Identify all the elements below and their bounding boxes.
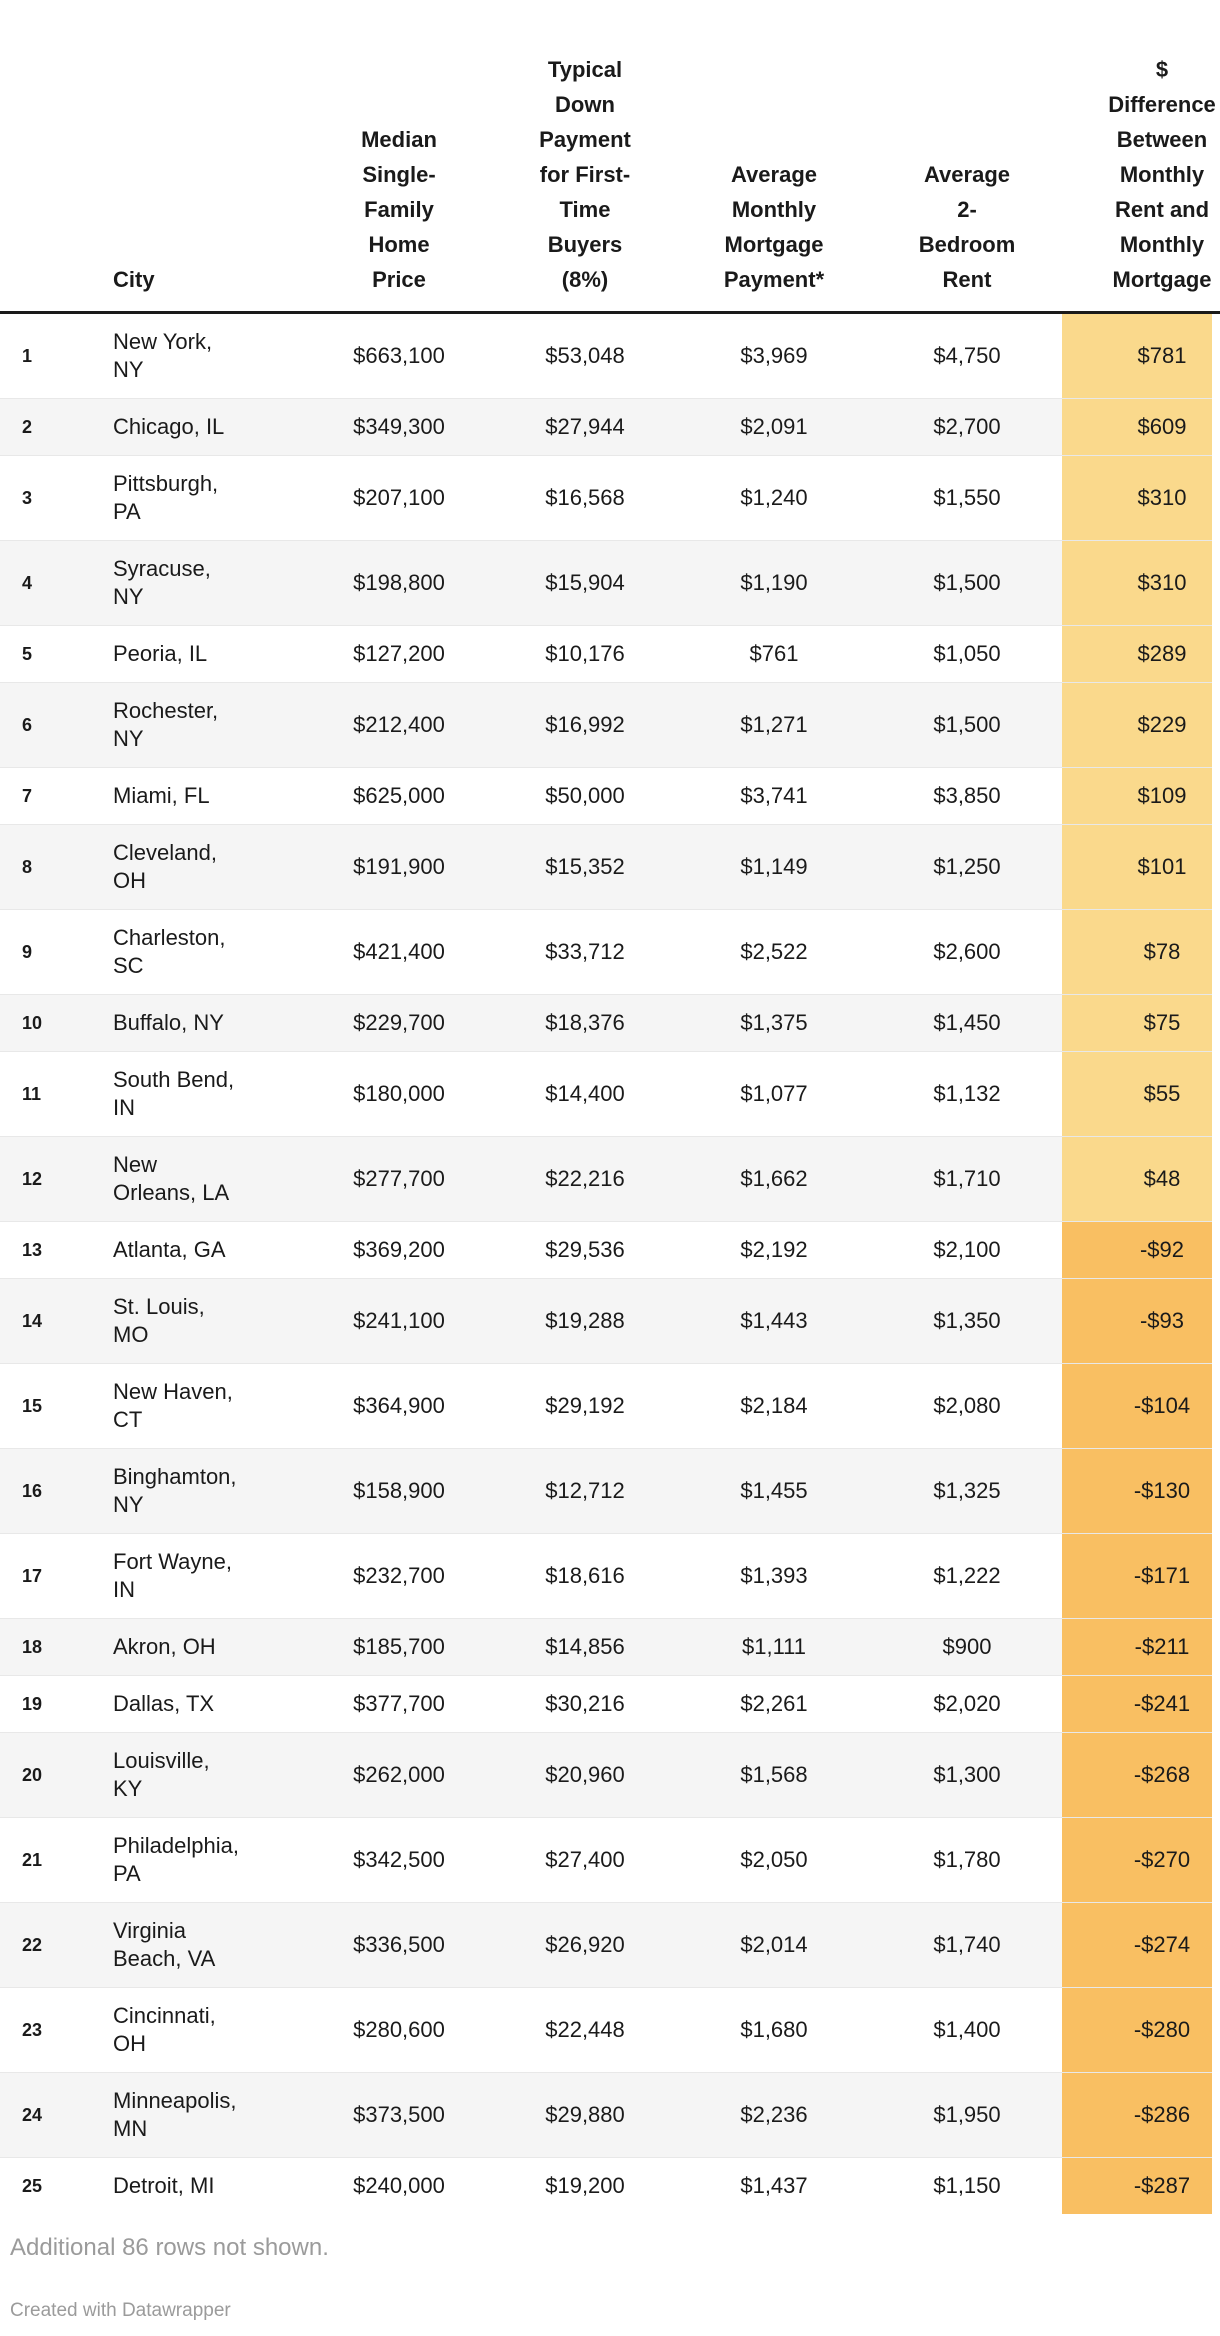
table-row bbox=[0, 768, 1220, 825]
table-row bbox=[0, 626, 1220, 683]
down-cell: $27,944 bbox=[494, 399, 676, 456]
city-cell: Virginia Beach, VA bbox=[90, 1903, 304, 1988]
rank-cell: 10 bbox=[0, 995, 90, 1052]
column-header-rank bbox=[0, 0, 90, 313]
rank-cell: 12 bbox=[0, 1137, 90, 1222]
rent-cell: $1,325 bbox=[872, 1449, 1062, 1534]
rank-cell: 3 bbox=[0, 456, 90, 541]
rent-cell: $2,080 bbox=[872, 1364, 1062, 1449]
city-cell: Chicago, IL bbox=[90, 399, 304, 456]
city-cell: St. Louis, MO bbox=[90, 1279, 304, 1364]
price-cell: $207,100 bbox=[304, 456, 494, 541]
price-cell: $349,300 bbox=[304, 399, 494, 456]
city-cell: Cincinnati, OH bbox=[90, 1988, 304, 2073]
price-cell: $240,000 bbox=[304, 2158, 494, 2215]
price-cell: $127,200 bbox=[304, 626, 494, 683]
city-cell: New York, NY bbox=[113, 329, 213, 382]
diff-cell: -$211 bbox=[1062, 1619, 1220, 1676]
down-cell: $12,712 bbox=[494, 1449, 676, 1534]
table-row bbox=[0, 1988, 1220, 2073]
column-header-mortgage: Average Monthly Mortgage Payment* bbox=[676, 0, 872, 313]
table-row bbox=[0, 1222, 1220, 1279]
city-cell: Pittsburgh, PA bbox=[90, 456, 304, 541]
table-row bbox=[0, 541, 1220, 626]
table-row bbox=[0, 1364, 1220, 1449]
diff-cell: -$287 bbox=[1062, 2158, 1220, 2215]
price-cell: $212,400 bbox=[304, 683, 494, 768]
mortgage-cell: $2,522 bbox=[676, 910, 872, 995]
column-header-diff: $ Difference Between Monthly Rent and Monthly Mortgage bbox=[1062, 0, 1220, 313]
price-cell: $191,900 bbox=[304, 825, 494, 910]
mortgage-cell: $1,240 bbox=[676, 456, 872, 541]
mortgage-cell: $1,149 bbox=[676, 825, 872, 910]
rank-cell: 16 bbox=[0, 1449, 90, 1534]
diff-cell: $78 bbox=[1062, 910, 1220, 995]
city-cell: Fort Wayne, IN bbox=[90, 1534, 304, 1619]
rent-cell: $2,100 bbox=[872, 1222, 1062, 1279]
down-cell: $22,216 bbox=[494, 1137, 676, 1222]
table-row bbox=[0, 1279, 1220, 1364]
table-row bbox=[0, 2158, 1220, 2215]
mortgage-cell: $2,014 bbox=[676, 1903, 872, 1988]
down-cell: $14,400 bbox=[494, 1052, 676, 1137]
rent-cell: $900 bbox=[872, 1619, 1062, 1676]
table-header-row bbox=[0, 0, 1220, 313]
table-row bbox=[0, 1733, 1220, 1818]
rank-cell: 7 bbox=[0, 768, 90, 825]
rent-cell: $1,132 bbox=[872, 1052, 1062, 1137]
rent-cell: $1,450 bbox=[872, 995, 1062, 1052]
down-cell: $29,192 bbox=[494, 1364, 676, 1449]
rank-cell: 1 bbox=[22, 346, 33, 366]
rent-cell: $1,222 bbox=[872, 1534, 1062, 1619]
rank-cell: 9 bbox=[0, 910, 90, 995]
down-cell: $18,376 bbox=[494, 995, 676, 1052]
down-cell: $16,568 bbox=[494, 456, 676, 541]
city-cell: Buffalo, NY bbox=[90, 995, 304, 1052]
column-header-city: City bbox=[90, 0, 304, 313]
down-cell: $19,288 bbox=[494, 1279, 676, 1364]
rank-cell: 14 bbox=[0, 1279, 90, 1364]
price-cell: $421,400 bbox=[304, 910, 494, 995]
price-cell: $336,500 bbox=[304, 1903, 494, 1988]
diff-cell: -$241 bbox=[1062, 1676, 1220, 1733]
diff-cell: $781 bbox=[1062, 313, 1220, 399]
datawrapper-credit-link[interactable]: Created with Datawrapper bbox=[10, 2300, 231, 2321]
down-cell: $10,176 bbox=[494, 626, 676, 683]
rent-cell: $1,050 bbox=[872, 626, 1062, 683]
rank-cell: 2 bbox=[0, 399, 90, 456]
price-cell: $277,700 bbox=[304, 1137, 494, 1222]
diff-cell: $310 bbox=[1062, 541, 1220, 626]
diff-cell: -$130 bbox=[1062, 1449, 1220, 1534]
rent-cell: $3,850 bbox=[872, 768, 1062, 825]
price-cell: $364,900 bbox=[304, 1364, 494, 1449]
diff-cell: $48 bbox=[1062, 1137, 1220, 1222]
table-body bbox=[0, 313, 1220, 2215]
down-cell: $19,200 bbox=[494, 2158, 676, 2215]
diff-cell: $310 bbox=[1062, 456, 1220, 541]
rank-cell: 18 bbox=[0, 1619, 90, 1676]
table-row bbox=[0, 683, 1220, 768]
price-cell: $342,500 bbox=[304, 1818, 494, 1903]
column-header-rent: Average 2- Bedroom Rent bbox=[872, 0, 1062, 313]
table-row bbox=[0, 910, 1220, 995]
rent-cell: $1,250 bbox=[872, 825, 1062, 910]
city-cell: Detroit, MI bbox=[90, 2158, 304, 2215]
table-row bbox=[0, 313, 1220, 399]
city-cell: Peoria, IL bbox=[90, 626, 304, 683]
down-cell: $29,536 bbox=[494, 1222, 676, 1279]
down-cell: $20,960 bbox=[494, 1733, 676, 1818]
mortgage-cell: $1,393 bbox=[676, 1534, 872, 1619]
price-cell: $158,900 bbox=[304, 1449, 494, 1534]
city-cell: Philadelphia, PA bbox=[90, 1818, 304, 1903]
rent-cell: $1,500 bbox=[872, 541, 1062, 626]
price-cell: $232,700 bbox=[304, 1534, 494, 1619]
down-cell: $26,920 bbox=[494, 1903, 676, 1988]
right-edge-mask bbox=[1212, 314, 1220, 2214]
diff-cell: $609 bbox=[1062, 399, 1220, 456]
column-header-price: Median Single- Family Home Price bbox=[304, 0, 494, 313]
diff-cell: $109 bbox=[1062, 768, 1220, 825]
down-cell: $33,712 bbox=[494, 910, 676, 995]
rank-cell: 13 bbox=[0, 1222, 90, 1279]
price-cell: $377,700 bbox=[304, 1676, 494, 1733]
price-cell: $180,000 bbox=[304, 1052, 494, 1137]
down-cell: $30,216 bbox=[494, 1676, 676, 1733]
city-cell: Syracuse, NY bbox=[90, 541, 304, 626]
city-cell: New Orleans, LA bbox=[90, 1137, 304, 1222]
mortgage-cell: $2,184 bbox=[676, 1364, 872, 1449]
rent-cell: $1,710 bbox=[872, 1137, 1062, 1222]
table-row bbox=[0, 1619, 1220, 1676]
price-cell: $369,200 bbox=[304, 1222, 494, 1279]
diff-cell: $75 bbox=[1062, 995, 1220, 1052]
mortgage-cell: $3,969 bbox=[740, 343, 808, 368]
city-cell: New Haven, CT bbox=[90, 1364, 304, 1449]
mortgage-cell: $2,091 bbox=[676, 399, 872, 456]
city-cell: Binghamton, NY bbox=[90, 1449, 304, 1534]
column-header-down: Typical Down Payment for First- Time Buyers (8%) bbox=[494, 0, 676, 313]
rent-cell: $2,700 bbox=[872, 399, 1062, 456]
rent-cell: $1,150 bbox=[872, 2158, 1062, 2215]
price-cell: $625,000 bbox=[304, 768, 494, 825]
rent-cell: $1,400 bbox=[872, 1988, 1062, 2073]
price-cell: $198,800 bbox=[304, 541, 494, 626]
mortgage-cell: $3,741 bbox=[676, 768, 872, 825]
diff-cell: -$280 bbox=[1062, 1988, 1220, 2073]
rank-cell: 24 bbox=[0, 2073, 90, 2158]
table-header bbox=[0, 0, 1220, 313]
rank-cell: 6 bbox=[0, 683, 90, 768]
diff-cell: -$93 bbox=[1062, 1279, 1220, 1364]
rent-cell: $2,020 bbox=[872, 1676, 1062, 1733]
mortgage-cell: $1,077 bbox=[676, 1052, 872, 1137]
diff-cell: -$274 bbox=[1062, 1903, 1220, 1988]
table-row bbox=[0, 456, 1220, 541]
table-row bbox=[0, 1137, 1220, 1222]
city-cell: Akron, OH bbox=[90, 1619, 304, 1676]
city-cell: Miami, FL bbox=[90, 768, 304, 825]
city-cell: Atlanta, GA bbox=[90, 1222, 304, 1279]
diff-cell: $229 bbox=[1062, 683, 1220, 768]
mortgage-cell: $2,050 bbox=[676, 1818, 872, 1903]
diff-cell: -$286 bbox=[1062, 2073, 1220, 2158]
down-cell: $22,448 bbox=[494, 1988, 676, 2073]
rent-cell: $1,950 bbox=[872, 2073, 1062, 2158]
down-cell: $50,000 bbox=[494, 768, 676, 825]
table-row bbox=[0, 825, 1220, 910]
rank-cell: 25 bbox=[0, 2158, 90, 2215]
table-row bbox=[0, 995, 1220, 1052]
table-row bbox=[0, 1676, 1220, 1733]
down-cell: $16,992 bbox=[494, 683, 676, 768]
mortgage-cell: $1,375 bbox=[676, 995, 872, 1052]
mortgage-cell: $2,192 bbox=[676, 1222, 872, 1279]
rank-cell: 23 bbox=[0, 1988, 90, 2073]
price-cell: $663,100 bbox=[353, 343, 445, 368]
down-cell: $18,616 bbox=[494, 1534, 676, 1619]
price-cell: $241,100 bbox=[304, 1279, 494, 1364]
rent-cell: $2,600 bbox=[872, 910, 1062, 995]
mortgage-cell: $1,455 bbox=[676, 1449, 872, 1534]
price-cell: $373,500 bbox=[304, 2073, 494, 2158]
city-cell: Rochester, NY bbox=[90, 683, 304, 768]
rent-cell: $1,740 bbox=[872, 1903, 1062, 1988]
rank-cell: 8 bbox=[0, 825, 90, 910]
table-row bbox=[0, 1903, 1220, 1988]
down-cell: $53,048 bbox=[545, 343, 625, 368]
mortgage-cell: $1,568 bbox=[676, 1733, 872, 1818]
city-cell: Minneapolis, MN bbox=[90, 2073, 304, 2158]
rows-not-shown-note: Additional 86 rows not shown. bbox=[10, 2234, 329, 2261]
table-row bbox=[0, 399, 1220, 456]
mortgage-cell: $2,261 bbox=[676, 1676, 872, 1733]
table-row bbox=[0, 1818, 1220, 1903]
table-row bbox=[0, 2073, 1220, 2158]
down-cell: $29,880 bbox=[494, 2073, 676, 2158]
diff-cell: $101 bbox=[1062, 825, 1220, 910]
table-row bbox=[0, 1449, 1220, 1534]
table-row bbox=[0, 1534, 1220, 1619]
rent-cell: $1,350 bbox=[872, 1279, 1062, 1364]
rank-cell: 22 bbox=[0, 1903, 90, 1988]
mortgage-cell: $1,111 bbox=[676, 1619, 872, 1676]
rank-cell: 5 bbox=[0, 626, 90, 683]
city-cell: Cleveland, OH bbox=[90, 825, 304, 910]
mortgage-cell: $1,271 bbox=[676, 683, 872, 768]
price-cell: $262,000 bbox=[304, 1733, 494, 1818]
rent-cell: $1,500 bbox=[872, 683, 1062, 768]
rent-cell: $1,780 bbox=[872, 1818, 1062, 1903]
down-cell: $15,352 bbox=[494, 825, 676, 910]
city-cell: South Bend, IN bbox=[90, 1052, 304, 1137]
rent-cell: $1,300 bbox=[872, 1733, 1062, 1818]
rank-cell: 15 bbox=[0, 1364, 90, 1449]
diff-cell: -$171 bbox=[1062, 1534, 1220, 1619]
rent-cell: $4,750 bbox=[933, 343, 1001, 368]
table-row bbox=[0, 1052, 1220, 1137]
mortgage-cell: $1,437 bbox=[676, 2158, 872, 2215]
price-cell: $229,700 bbox=[304, 995, 494, 1052]
price-cell: $280,600 bbox=[304, 1988, 494, 2073]
diff-cell: -$270 bbox=[1062, 1818, 1220, 1903]
down-cell: $27,400 bbox=[494, 1818, 676, 1903]
down-cell: $15,904 bbox=[494, 541, 676, 626]
city-cell: Charleston, SC bbox=[90, 910, 304, 995]
mortgage-cell: $761 bbox=[676, 626, 872, 683]
diff-cell: -$268 bbox=[1062, 1733, 1220, 1818]
price-cell: $185,700 bbox=[304, 1619, 494, 1676]
mortgage-cell: $2,236 bbox=[676, 2073, 872, 2158]
diff-cell: -$92 bbox=[1062, 1222, 1220, 1279]
down-cell: $14,856 bbox=[494, 1619, 676, 1676]
city-cell: Louisville, KY bbox=[90, 1733, 304, 1818]
rank-cell: 20 bbox=[0, 1733, 90, 1818]
diff-cell: $55 bbox=[1062, 1052, 1220, 1137]
rank-cell: 21 bbox=[0, 1818, 90, 1903]
mortgage-cell: $1,443 bbox=[676, 1279, 872, 1364]
mortgage-cell: $1,680 bbox=[676, 1988, 872, 2073]
rank-cell: 11 bbox=[0, 1052, 90, 1137]
mortgage-cell: $1,662 bbox=[676, 1137, 872, 1222]
table-footer bbox=[0, 2233, 1220, 2323]
diff-cell: $289 bbox=[1062, 626, 1220, 683]
rent-cell: $1,550 bbox=[872, 456, 1062, 541]
rank-cell: 17 bbox=[0, 1534, 90, 1619]
city-cell: Dallas, TX bbox=[90, 1676, 304, 1733]
diff-cell: -$104 bbox=[1062, 1364, 1220, 1449]
rank-cell: 4 bbox=[0, 541, 90, 626]
rank-cell: 19 bbox=[0, 1676, 90, 1733]
mortgage-cell: $1,190 bbox=[676, 541, 872, 626]
